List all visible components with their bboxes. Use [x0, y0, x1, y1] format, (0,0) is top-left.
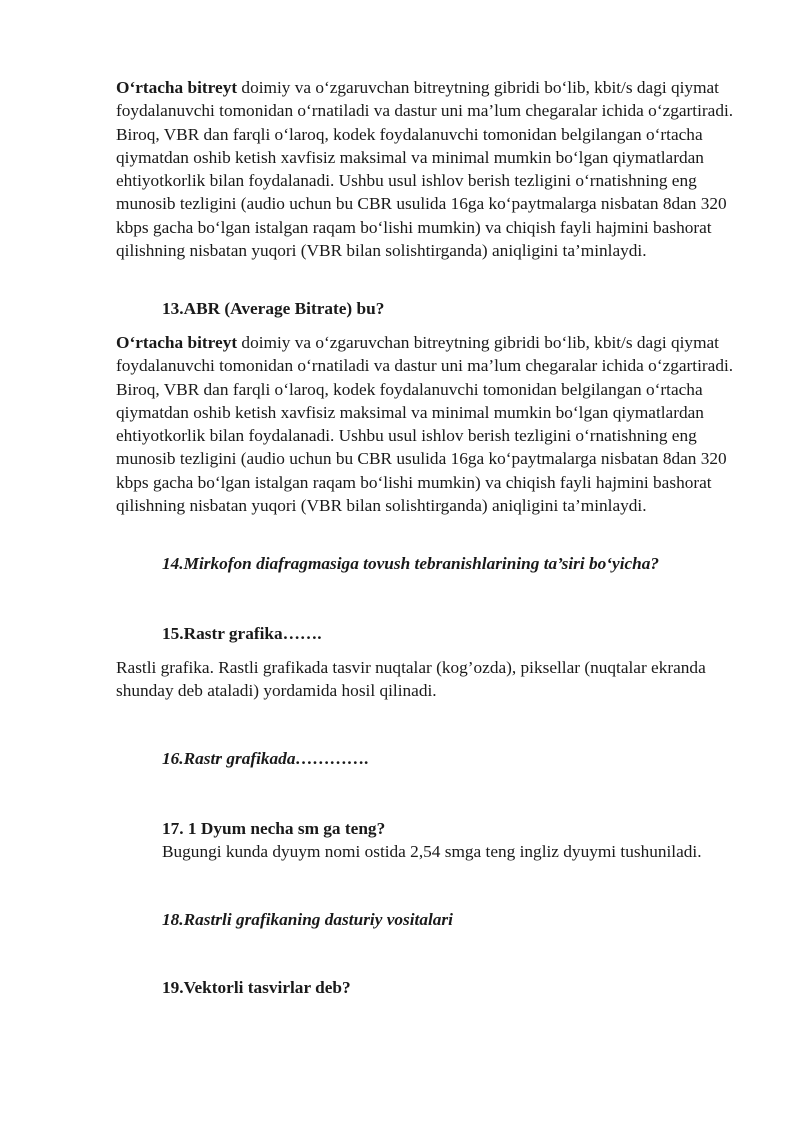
- question-14-heading: 14.Mirkofon diafragmasiga tovush tebranishlarining ta’siri bo‘yicha?: [162, 554, 660, 573]
- question-16-heading: 16.Rastr grafikada………….: [162, 749, 369, 768]
- paragraph-raster-answer: Rastli grafika. Rastli grafikada tasvir nuqtalar (kog’ozda), piksellar (nuqtalar ekranda shunday deb ataladi) yordamida hosil qilinadi.: [116, 658, 706, 701]
- question-19-heading: 19.Vektorli tasvirlar deb?: [162, 978, 351, 997]
- paragraph-abr-answer-1: [116, 76, 756, 262]
- paragraph-abr-answer-2: [116, 331, 756, 517]
- question-13-heading: 13.ABR (Average Bitrate) bu?: [162, 299, 385, 318]
- question-17-heading: 17. 1 Dyum necha sm ga teng?: [162, 819, 386, 838]
- question-15-heading: 15.Rastr grafika…….: [162, 624, 322, 643]
- paragraph-text: doimiy va o‘zgaruvchan bitreytning gibridi bo‘lib, kbit/s dagi qiymat foydalanuvchi tomonidan o‘rnatiladi va dastur uni ma’lum chegaralar ichida o‘zgartiradi. Biroq, VBR dan farqli o‘laroq, kodek foydalanuvchi tomonidan belgilangan o‘rtacha qiymatdan oshib ketish xavfisiz maksimal va minimal mumkin bo‘lgan qiymatlardan ehtiyotkorlik bilan foydalanadi. Ushbu usul ishlov berish tezligini o‘rnatishning eng munosib tezligini (audio uchun bu CBR usulida 16ga ko‘paytmalarga nisbatan 8dan 320 kbps gacha bo‘lgan istalgan raqam bo‘lishi mumkin) va chiqish fayli hajmini bashorat qilishning nisbatan yuqori (VBR bilan solishtirganda) aniqligini ta’minlaydi.: [116, 78, 734, 261]
- term-bold: O‘rtacha bitreyt: [116, 333, 238, 352]
- paragraph-text: doimiy va o‘zgaruvchan bitreytning gibridi bo‘lib, kbit/s dagi qiymat foydalanuvchi tomonidan o‘rnatiladi va dastur uni ma’lum chegaralar ichida o‘zgartiradi. Biroq, VBR dan farqli o‘laroq, kodek foydalanuvchi tomonidan belgilangan o‘rtacha qiymatdan oshib ketish xavfisiz maksimal va minimal mumkin bo‘lgan qiymatlardan ehtiyotkorlik bilan foydalanadi. Ushbu usul ishlov berish tezligini o‘rnatishning eng munosib tezligini (audio uchun bu CBR usulida 16ga ko‘paytmalarga nisbatan 8dan 320 kbps gacha bo‘lgan istalgan raqam bo‘lishi mumkin) va chiqish fayli hajmini bashorat qilishning nisbatan yuqori (VBR bilan solishtirganda) aniqligini ta’minlaydi.: [116, 333, 734, 516]
- term-bold: O‘rtacha bitreyt: [116, 78, 238, 97]
- question-18-heading: 18.Rastrli grafikaning dasturiy vositalari: [162, 910, 453, 929]
- paragraph-inch-answer: Bugungi kunda dyuym nomi ostida 2,54 smga teng ingliz dyuymi tushuniladi.: [162, 842, 702, 861]
